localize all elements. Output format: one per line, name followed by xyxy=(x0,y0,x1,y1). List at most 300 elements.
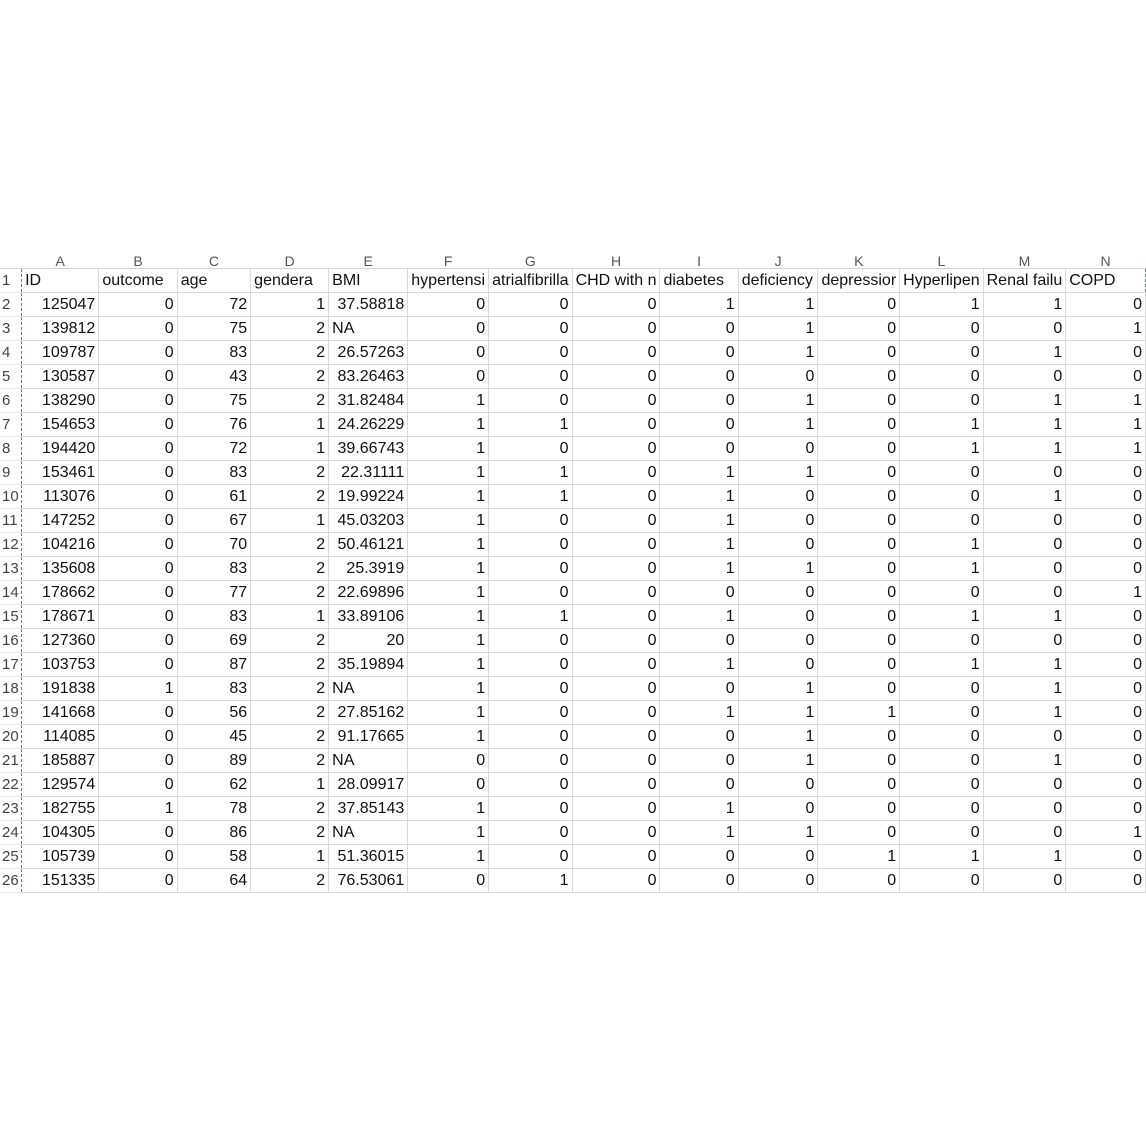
cell[interactable]: 0 xyxy=(489,628,572,652)
cell[interactable]: 0 xyxy=(489,316,572,340)
cell[interactable]: 1 xyxy=(660,532,738,556)
cell[interactable]: 0 xyxy=(489,388,572,412)
cell[interactable]: 1 xyxy=(408,604,489,628)
cell[interactable]: 1 xyxy=(489,484,572,508)
row-number[interactable]: 26 xyxy=(0,868,22,892)
cell[interactable]: 0 xyxy=(738,508,818,532)
cell[interactable]: 109787 xyxy=(22,340,99,364)
cell[interactable]: 20 xyxy=(329,628,408,652)
cell[interactable]: 27.85162 xyxy=(329,700,408,724)
cell[interactable]: 104216 xyxy=(22,532,99,556)
cell[interactable]: 0 xyxy=(818,676,900,700)
cell[interactable]: 1 xyxy=(251,844,329,868)
cell[interactable]: 0 xyxy=(572,580,660,604)
cell[interactable]: 58 xyxy=(177,844,250,868)
cell[interactable]: 0 xyxy=(572,484,660,508)
row-number[interactable]: 8 xyxy=(0,436,22,460)
cell[interactable]: 0 xyxy=(1066,676,1146,700)
cell[interactable]: 0 xyxy=(99,460,177,484)
cell[interactable]: 2 xyxy=(251,652,329,676)
cell[interactable]: 1 xyxy=(408,676,489,700)
cell[interactable]: 1 xyxy=(900,844,983,868)
cell[interactable]: 0 xyxy=(1066,748,1146,772)
cell[interactable]: 0 xyxy=(572,844,660,868)
cell[interactable]: 0 xyxy=(738,580,818,604)
cell[interactable]: 0 xyxy=(408,292,489,316)
cell[interactable]: 76.53061 xyxy=(329,868,408,892)
cell[interactable]: 0 xyxy=(572,604,660,628)
cell[interactable]: 39.66743 xyxy=(329,436,408,460)
header-cell[interactable]: deficiency xyxy=(738,268,818,292)
cell[interactable]: 2 xyxy=(251,316,329,340)
cell[interactable]: 1 xyxy=(251,292,329,316)
cell[interactable]: 1 xyxy=(983,292,1066,316)
cell[interactable]: 0 xyxy=(489,580,572,604)
cell[interactable]: 1 xyxy=(738,460,818,484)
cell[interactable]: 0 xyxy=(572,868,660,892)
cell[interactable]: 0 xyxy=(983,796,1066,820)
header-cell[interactable]: BMI xyxy=(329,268,408,292)
cell[interactable]: 0 xyxy=(660,388,738,412)
cell[interactable]: 153461 xyxy=(22,460,99,484)
cell[interactable]: 0 xyxy=(99,652,177,676)
cell[interactable]: 1 xyxy=(983,484,1066,508)
cell[interactable]: 1 xyxy=(738,676,818,700)
cell[interactable]: 0 xyxy=(738,628,818,652)
cell[interactable]: 0 xyxy=(572,772,660,796)
select-all-corner[interactable] xyxy=(0,252,22,268)
cell[interactable]: 70 xyxy=(177,532,250,556)
cell[interactable]: 0 xyxy=(818,628,900,652)
cell[interactable]: 0 xyxy=(99,604,177,628)
cell[interactable]: 125047 xyxy=(22,292,99,316)
cell[interactable]: 0 xyxy=(408,772,489,796)
cell[interactable]: 86 xyxy=(177,820,250,844)
cell[interactable]: 2 xyxy=(251,340,329,364)
cell[interactable]: 31.82484 xyxy=(329,388,408,412)
cell[interactable]: 0 xyxy=(818,580,900,604)
cell[interactable]: 87 xyxy=(177,652,250,676)
cell[interactable]: 0 xyxy=(900,340,983,364)
row-number[interactable]: 13 xyxy=(0,556,22,580)
cell[interactable]: NA xyxy=(329,676,408,700)
cell[interactable]: 0 xyxy=(99,772,177,796)
cell[interactable]: 0 xyxy=(572,796,660,820)
cell[interactable]: 0 xyxy=(738,844,818,868)
header-cell[interactable]: diabetes xyxy=(660,268,738,292)
row-number[interactable]: 6 xyxy=(0,388,22,412)
cell[interactable]: 0 xyxy=(660,868,738,892)
cell[interactable]: 154653 xyxy=(22,412,99,436)
cell[interactable]: 0 xyxy=(572,700,660,724)
cell[interactable]: 28.09917 xyxy=(329,772,408,796)
cell[interactable]: 1 xyxy=(900,652,983,676)
cell[interactable]: 0 xyxy=(983,628,1066,652)
cell[interactable]: 2 xyxy=(251,700,329,724)
cell[interactable]: 37.85143 xyxy=(329,796,408,820)
cell[interactable]: 0 xyxy=(660,628,738,652)
cell[interactable]: 191838 xyxy=(22,676,99,700)
cell[interactable]: 0 xyxy=(572,508,660,532)
cell[interactable]: 0 xyxy=(99,628,177,652)
cell[interactable]: 1 xyxy=(738,748,818,772)
cell[interactable]: 2 xyxy=(251,796,329,820)
row-number[interactable]: 12 xyxy=(0,532,22,556)
cell[interactable]: 0 xyxy=(99,724,177,748)
cell[interactable]: 2 xyxy=(251,532,329,556)
cell[interactable]: 0 xyxy=(660,772,738,796)
cell[interactable]: 2 xyxy=(251,556,329,580)
cell[interactable]: 0 xyxy=(572,556,660,580)
cell[interactable]: 151335 xyxy=(22,868,99,892)
column-header-j[interactable]: J xyxy=(738,252,818,268)
column-header-l[interactable]: L xyxy=(900,252,983,268)
cell[interactable]: 0 xyxy=(818,292,900,316)
cell[interactable]: 135608 xyxy=(22,556,99,580)
cell[interactable]: 83 xyxy=(177,340,250,364)
column-header-d[interactable]: D xyxy=(251,252,329,268)
cell[interactable]: 43 xyxy=(177,364,250,388)
cell[interactable]: 103753 xyxy=(22,652,99,676)
row-number[interactable]: 9 xyxy=(0,460,22,484)
cell[interactable]: 1 xyxy=(983,652,1066,676)
cell[interactable]: 2 xyxy=(251,820,329,844)
cell[interactable]: 0 xyxy=(572,460,660,484)
header-cell[interactable]: outcome xyxy=(99,268,177,292)
cell[interactable]: 1 xyxy=(983,388,1066,412)
row-number[interactable]: 18 xyxy=(0,676,22,700)
cell[interactable]: 0 xyxy=(818,484,900,508)
cell[interactable]: 1 xyxy=(408,412,489,436)
cell[interactable]: 91.17665 xyxy=(329,724,408,748)
cell[interactable]: 0 xyxy=(99,340,177,364)
cell[interactable]: 1 xyxy=(738,412,818,436)
cell[interactable]: 1 xyxy=(408,556,489,580)
cell[interactable]: 1 xyxy=(408,580,489,604)
cell[interactable]: 1 xyxy=(900,436,983,460)
cell[interactable]: 1 xyxy=(408,724,489,748)
cell[interactable]: 83 xyxy=(177,604,250,628)
cell[interactable]: 45.03203 xyxy=(329,508,408,532)
cell[interactable]: 178671 xyxy=(22,604,99,628)
cell[interactable]: 1 xyxy=(1066,820,1146,844)
cell[interactable]: 0 xyxy=(1066,340,1146,364)
cell[interactable]: 1 xyxy=(983,700,1066,724)
cell[interactable]: 24.26229 xyxy=(329,412,408,436)
cell[interactable]: 141668 xyxy=(22,700,99,724)
cell[interactable]: 1 xyxy=(660,484,738,508)
cell[interactable]: 0 xyxy=(1066,604,1146,628)
column-header-m[interactable]: M xyxy=(983,252,1066,268)
cell[interactable]: 0 xyxy=(408,340,489,364)
row-number[interactable]: 17 xyxy=(0,652,22,676)
cell[interactable]: 1 xyxy=(408,436,489,460)
cell[interactable]: 22.31111 xyxy=(329,460,408,484)
header-cell[interactable]: COPD xyxy=(1066,268,1146,292)
cell[interactable]: 0 xyxy=(572,340,660,364)
cell[interactable]: 0 xyxy=(572,436,660,460)
cell[interactable]: 1 xyxy=(818,844,900,868)
cell[interactable]: 0 xyxy=(1066,772,1146,796)
cell[interactable]: 0 xyxy=(738,532,818,556)
column-header-h[interactable]: H xyxy=(572,252,660,268)
cell[interactable]: 19.99224 xyxy=(329,484,408,508)
row-number[interactable]: 15 xyxy=(0,604,22,628)
cell[interactable]: 0 xyxy=(900,724,983,748)
cell[interactable]: 50.46121 xyxy=(329,532,408,556)
column-header-a[interactable]: A xyxy=(22,252,99,268)
cell[interactable]: 0 xyxy=(489,508,572,532)
cell[interactable]: 0 xyxy=(572,292,660,316)
cell[interactable]: 0 xyxy=(1066,484,1146,508)
cell[interactable]: 0 xyxy=(572,676,660,700)
cell[interactable]: 0 xyxy=(572,388,660,412)
cell[interactable]: 182755 xyxy=(22,796,99,820)
cell[interactable]: 33.89106 xyxy=(329,604,408,628)
cell[interactable]: 178662 xyxy=(22,580,99,604)
cell[interactable]: 0 xyxy=(408,364,489,388)
cell[interactable]: 1 xyxy=(818,700,900,724)
cell[interactable]: 130587 xyxy=(22,364,99,388)
cell[interactable]: 1 xyxy=(738,820,818,844)
cell[interactable]: 0 xyxy=(408,868,489,892)
cell[interactable]: 0 xyxy=(818,436,900,460)
cell[interactable]: 0 xyxy=(900,364,983,388)
cell[interactable]: 0 xyxy=(572,532,660,556)
cell[interactable]: 1 xyxy=(489,460,572,484)
cell[interactable]: 0 xyxy=(900,508,983,532)
cell[interactable]: 83 xyxy=(177,556,250,580)
cell[interactable]: 0 xyxy=(99,436,177,460)
cell[interactable]: 0 xyxy=(489,748,572,772)
cell[interactable]: 0 xyxy=(99,700,177,724)
cell[interactable]: 1 xyxy=(738,556,818,580)
cell[interactable]: 1 xyxy=(660,796,738,820)
cell[interactable]: 0 xyxy=(900,820,983,844)
cell[interactable]: 0 xyxy=(408,748,489,772)
column-header-k[interactable]: K xyxy=(818,252,900,268)
header-cell[interactable]: depressior xyxy=(818,268,900,292)
cell[interactable]: 0 xyxy=(572,820,660,844)
cell[interactable]: 45 xyxy=(177,724,250,748)
cell[interactable]: 0 xyxy=(983,820,1066,844)
cell[interactable]: 64 xyxy=(177,868,250,892)
cell[interactable]: 0 xyxy=(1066,508,1146,532)
cell[interactable]: 0 xyxy=(900,796,983,820)
cell[interactable]: 0 xyxy=(818,364,900,388)
cell[interactable]: 83 xyxy=(177,676,250,700)
row-number[interactable]: 10 xyxy=(0,484,22,508)
cell[interactable]: 0 xyxy=(900,700,983,724)
cell[interactable]: 105739 xyxy=(22,844,99,868)
cell[interactable]: 0 xyxy=(738,868,818,892)
cell[interactable]: 0 xyxy=(660,412,738,436)
cell[interactable]: 1 xyxy=(660,652,738,676)
cell[interactable]: 1 xyxy=(408,460,489,484)
cell[interactable]: 0 xyxy=(99,580,177,604)
cell[interactable]: 1 xyxy=(408,628,489,652)
cell[interactable]: 56 xyxy=(177,700,250,724)
cell[interactable]: 0 xyxy=(489,820,572,844)
cell[interactable]: 0 xyxy=(738,436,818,460)
cell[interactable]: 0 xyxy=(489,772,572,796)
cell[interactable]: 0 xyxy=(99,820,177,844)
cell[interactable]: 72 xyxy=(177,436,250,460)
cell[interactable]: 2 xyxy=(251,724,329,748)
cell[interactable]: 0 xyxy=(818,820,900,844)
cell[interactable]: 0 xyxy=(900,748,983,772)
header-cell[interactable]: Renal failu xyxy=(983,268,1066,292)
cell[interactable]: 37.58818 xyxy=(329,292,408,316)
cell[interactable]: 0 xyxy=(983,532,1066,556)
cell[interactable]: 0 xyxy=(983,364,1066,388)
cell[interactable]: 0 xyxy=(983,556,1066,580)
cell[interactable]: 0 xyxy=(572,652,660,676)
cell[interactable]: 0 xyxy=(489,652,572,676)
cell[interactable]: 2 xyxy=(251,484,329,508)
cell[interactable]: 139812 xyxy=(22,316,99,340)
cell[interactable]: 0 xyxy=(572,724,660,748)
column-header-i[interactable]: I xyxy=(660,252,738,268)
cell[interactable]: 1 xyxy=(738,724,818,748)
cell[interactable]: 0 xyxy=(489,532,572,556)
cell[interactable]: 2 xyxy=(251,388,329,412)
cell[interactable]: 0 xyxy=(1066,628,1146,652)
cell[interactable]: 0 xyxy=(900,316,983,340)
cell[interactable]: 78 xyxy=(177,796,250,820)
cell[interactable]: 0 xyxy=(983,772,1066,796)
cell[interactable]: 61 xyxy=(177,484,250,508)
cell[interactable]: 0 xyxy=(99,364,177,388)
cell[interactable]: 0 xyxy=(983,868,1066,892)
cell[interactable]: 0 xyxy=(489,724,572,748)
cell[interactable]: 0 xyxy=(1066,700,1146,724)
cell[interactable]: 0 xyxy=(489,796,572,820)
row-number[interactable]: 4 xyxy=(0,340,22,364)
cell[interactable]: 0 xyxy=(738,796,818,820)
cell[interactable]: 0 xyxy=(818,316,900,340)
cell[interactable]: 1 xyxy=(900,556,983,580)
cell[interactable]: 0 xyxy=(818,412,900,436)
cell[interactable]: 1 xyxy=(408,820,489,844)
cell[interactable]: 0 xyxy=(818,796,900,820)
column-header-c[interactable]: C xyxy=(177,252,250,268)
cell[interactable]: 0 xyxy=(818,604,900,628)
cell[interactable]: 69 xyxy=(177,628,250,652)
cell[interactable]: 1 xyxy=(99,676,177,700)
cell[interactable]: 0 xyxy=(572,412,660,436)
cell[interactable]: 1 xyxy=(660,556,738,580)
cell[interactable]: 1 xyxy=(489,604,572,628)
cell[interactable]: 77 xyxy=(177,580,250,604)
header-cell[interactable]: hypertensi xyxy=(408,268,489,292)
row-number[interactable]: 20 xyxy=(0,724,22,748)
cell[interactable]: 0 xyxy=(818,556,900,580)
cell[interactable]: 0 xyxy=(489,556,572,580)
cell[interactable]: 0 xyxy=(900,628,983,652)
cell[interactable]: 0 xyxy=(818,532,900,556)
cell[interactable]: 1 xyxy=(900,412,983,436)
cell[interactable]: 0 xyxy=(572,628,660,652)
row-number[interactable]: 14 xyxy=(0,580,22,604)
cell[interactable]: 22.69896 xyxy=(329,580,408,604)
cell[interactable]: 1 xyxy=(408,532,489,556)
cell[interactable]: 0 xyxy=(983,316,1066,340)
cell[interactable]: 0 xyxy=(983,460,1066,484)
cell[interactable]: 0 xyxy=(408,316,489,340)
cell[interactable]: 1 xyxy=(660,604,738,628)
cell[interactable]: 0 xyxy=(1066,796,1146,820)
cell[interactable]: 0 xyxy=(1066,556,1146,580)
cell[interactable]: NA xyxy=(329,820,408,844)
cell[interactable]: 0 xyxy=(489,844,572,868)
header-cell[interactable]: Hyperlipen xyxy=(900,268,983,292)
cell[interactable]: 185887 xyxy=(22,748,99,772)
cell[interactable]: 0 xyxy=(99,412,177,436)
row-number[interactable]: 5 xyxy=(0,364,22,388)
cell[interactable]: 1 xyxy=(251,436,329,460)
cell[interactable]: 2 xyxy=(251,580,329,604)
cell[interactable]: 0 xyxy=(489,364,572,388)
cell[interactable]: 67 xyxy=(177,508,250,532)
row-number[interactable]: 7 xyxy=(0,412,22,436)
row-number[interactable]: 23 xyxy=(0,796,22,820)
column-header-f[interactable]: F xyxy=(408,252,489,268)
cell[interactable]: 0 xyxy=(99,316,177,340)
row-number[interactable]: 3 xyxy=(0,316,22,340)
cell[interactable]: 2 xyxy=(251,628,329,652)
cell[interactable]: 72 xyxy=(177,292,250,316)
cell[interactable]: 1 xyxy=(408,844,489,868)
cell[interactable]: 0 xyxy=(738,484,818,508)
cell[interactable]: 1 xyxy=(983,412,1066,436)
cell[interactable]: 0 xyxy=(1066,532,1146,556)
cell[interactable]: 51.36015 xyxy=(329,844,408,868)
cell[interactable]: 1 xyxy=(983,844,1066,868)
cell[interactable]: 1 xyxy=(660,460,738,484)
cell[interactable]: 0 xyxy=(900,580,983,604)
cell[interactable]: 0 xyxy=(738,772,818,796)
cell[interactable]: 129574 xyxy=(22,772,99,796)
column-header-n[interactable]: N xyxy=(1066,252,1146,268)
cell[interactable]: 2 xyxy=(251,868,329,892)
cell[interactable]: 0 xyxy=(738,604,818,628)
cell[interactable]: 0 xyxy=(489,340,572,364)
cell[interactable]: 1 xyxy=(408,652,489,676)
cell[interactable]: 0 xyxy=(983,580,1066,604)
cell[interactable]: 0 xyxy=(1066,292,1146,316)
row-number[interactable]: 24 xyxy=(0,820,22,844)
cell[interactable]: 1 xyxy=(738,316,818,340)
cell[interactable]: 2 xyxy=(251,676,329,700)
cell[interactable]: 1 xyxy=(660,292,738,316)
cell[interactable]: 0 xyxy=(818,508,900,532)
cell[interactable]: 0 xyxy=(818,460,900,484)
header-cell[interactable]: gendera xyxy=(251,268,329,292)
cell[interactable]: 62 xyxy=(177,772,250,796)
cell[interactable]: 89 xyxy=(177,748,250,772)
cell[interactable]: 0 xyxy=(818,724,900,748)
cell[interactable]: 0 xyxy=(818,772,900,796)
cell[interactable]: 104305 xyxy=(22,820,99,844)
cell[interactable]: 0 xyxy=(983,724,1066,748)
cell[interactable]: 1 xyxy=(738,388,818,412)
cell[interactable]: 0 xyxy=(900,772,983,796)
cell[interactable]: 0 xyxy=(660,844,738,868)
cell[interactable]: 1 xyxy=(408,388,489,412)
cell[interactable]: 0 xyxy=(99,508,177,532)
cell[interactable]: 1 xyxy=(983,436,1066,460)
